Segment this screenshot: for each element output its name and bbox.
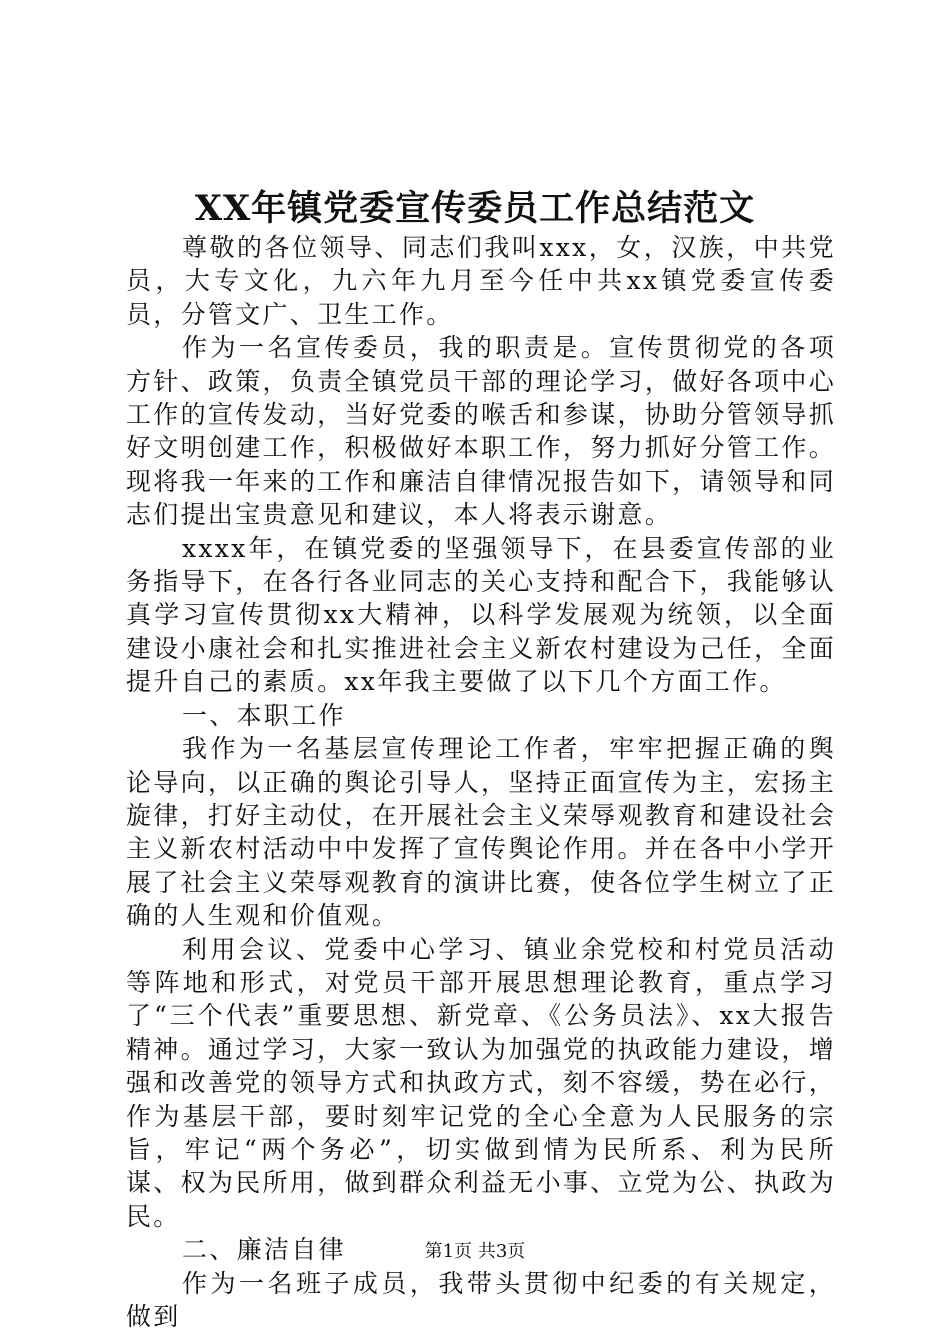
page-number: 第1页 共3页 [424, 1241, 526, 1262]
section-heading-1: 一、本职工作 [182, 700, 346, 730]
paragraph-integrity: 作为一名班子成员，我带头贯彻中纪委的有关规定，做到 [126, 1268, 836, 1331]
paragraph-theory-study: 利用会议、党委中心学习、镇业余党校和村党员活动等阵地和形式，对党员干部开展思想理论教育，重点学习了“三个代表”重要思想、新党章、《公务员法》、xx大报告精神。通过学习，大家一致认为加强党的执政能力建设，增强和改善党的领导方式和执政方式，刻不容缓，势在必行，作为基层干部，要时刻牢记党的全心全意为人民服务的宗旨，牢记“两个务必”，切实做到情为民所系、利为民所谋、权为民所用，做到群众利益无小事、立党为公、执政为民。 [126, 934, 836, 1231]
paragraph-intro: 尊敬的各位领导、同志们我叫xxx，女，汉族，中共党员，大专文化，九六年九月至今任中共xx镇党委宣传委员，分管文广、卫生工作。 [126, 233, 836, 329]
paragraph-year-summary: xxxx年，在镇党委的坚强领导下，在县委宣传部的业务指导下，在各行各业同志的关心支持和配合下，我能够认真学习宣传贯彻xx大精神，以科学发展观为统领，以全面建设小康社会和扎实推进社会主义新农村建设为己任，全面提升自己的素质。xx年我主要做了以下几个方面工作。 [126, 533, 836, 697]
paragraph-propaganda-work: 我作为一名基层宣传理论工作者，牢牢把握正确的舆论导向，以正确的舆论引导人，坚持正面宣传为主，宏扬主旋律，打好主动仗，在开展社会主义荣辱观教育和建设社会主义新农村活动中中发挥了宣传舆论作用。并在各中小学开展了社会主义荣辱观教育的演讲比赛，使各位学生树立了正确的人生观和价值观。 [126, 734, 836, 931]
section-heading-2: 二、廉洁自律 [182, 1235, 346, 1265]
paragraph-duties: 作为一名宣传委员，我的职责是。宣传贯彻党的各项方针、政策，负责全镇党员干部的理论学习，做好各项中心工作的宣传发动，当好党委的喉舌和参谋，协助分管领导抓好文明创建工作，积极做好本职工作，努力抓好分管工作。现将我一年来的工作和廉洁自律情况报告如下，请领导和同志们提出宝贵意见和建议，本人将表示谢意。 [126, 333, 836, 530]
document-body [126, 231, 836, 1333]
document-title: XX年镇党委宣传委员工作总结范文 [194, 188, 756, 229]
